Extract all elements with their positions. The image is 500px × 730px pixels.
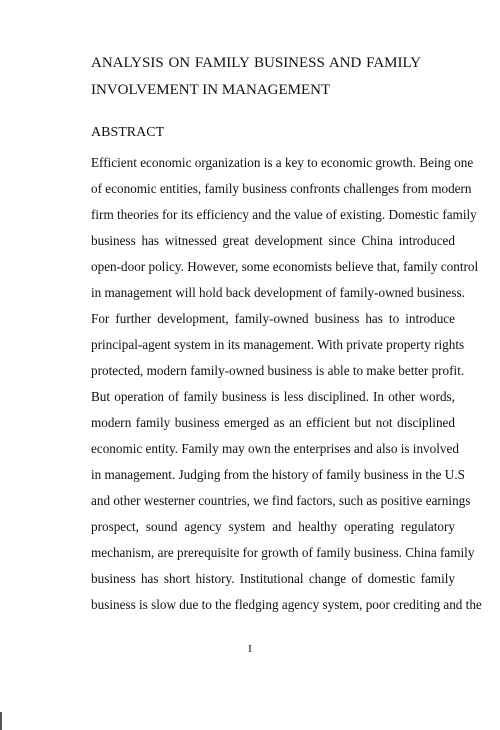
abstract-line: For further development, family-owned business has to introduce	[91, 311, 455, 326]
abstract-line: business has witnessed great development since China introduced	[91, 233, 455, 248]
abstract-line: of economic entities, family business confronts challenges from modern	[91, 181, 472, 196]
abstract-line: business is slow due to the fledging agency system, poor crediting and the	[91, 597, 482, 612]
abstract-line: modern family business emerged as an efficient but not disciplined	[91, 415, 455, 430]
title-line-2: INVOLVEMENT IN MANAGEMENT	[91, 82, 331, 98]
abstract-line: and other westerner countries, we find factors, such as positive earnings	[91, 493, 471, 508]
abstract-line: Efficient economic organization is a key to economic growth. Being one	[91, 155, 474, 170]
abstract-heading: ABSTRACT	[91, 125, 165, 140]
abstract-line: in management. Judging from the history of family business in the U.S	[91, 467, 465, 482]
title-line-1: ANALYSIS ON FAMILY BUSINESS AND FAMILY	[91, 55, 421, 71]
abstract-line: in management will hold back development of family-owned business.	[91, 285, 465, 300]
abstract-line: prospect, sound agency system and healthy operating regulatory	[91, 519, 455, 534]
abstract-line: principal-agent system in its management. With private property rights	[91, 337, 465, 352]
scan-edge-mark	[0, 712, 2, 730]
abstract-line: business has short history. Institutional change of domestic family	[91, 571, 455, 586]
abstract-line: protected, modern family-owned business is able to make better profit.	[91, 363, 465, 378]
abstract-line: mechanism, are prerequisite for growth of family business. China family	[91, 545, 475, 560]
abstract-line: But operation of family business is less disciplined. In other words,	[91, 389, 455, 404]
page-number: I	[248, 643, 252, 655]
abstract-line: firm theories for its efficiency and the value of existing. Domestic family	[91, 207, 477, 222]
abstract-line: economic entity. Family may own the enterprises and also is involved	[91, 441, 459, 456]
abstract-line: open-door policy. However, some economists believe that, family control	[91, 259, 479, 274]
